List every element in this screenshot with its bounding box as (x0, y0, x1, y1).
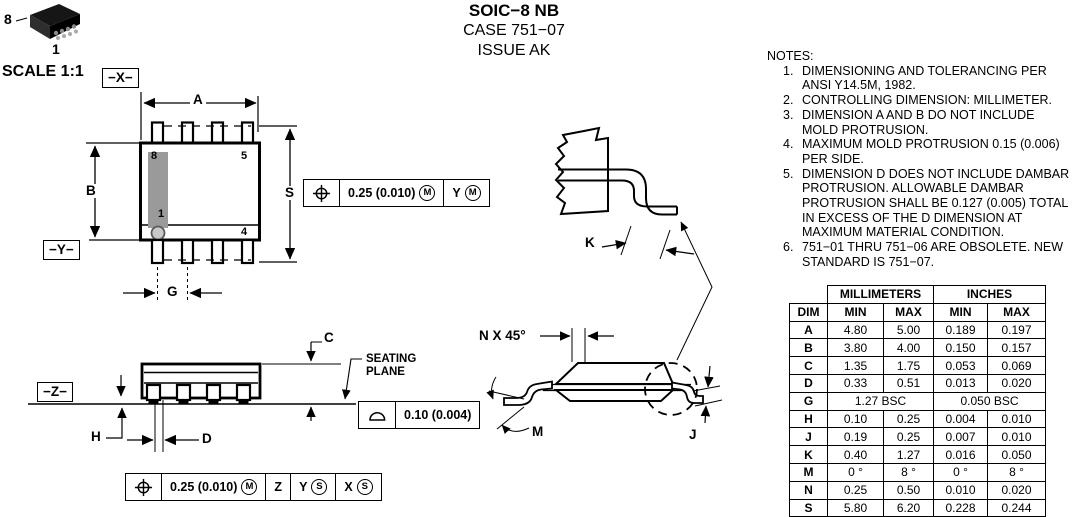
dim-j-label: J (689, 427, 697, 442)
value-cell: 0.189 (934, 321, 988, 339)
note-line: DIMENSIONING AND TOLERANCING PER (802, 63, 1047, 78)
value-cell: 0.069 (988, 357, 1046, 375)
dim-cell: G (790, 392, 828, 410)
table-row (790, 392, 1046, 410)
mmc-modifier-icon: M (465, 185, 481, 201)
table-column-header-row (790, 303, 1046, 321)
value-cell: 0.050 BSC (934, 392, 1046, 410)
min-col-header: MIN (828, 303, 884, 321)
min-col-header: MIN (934, 303, 988, 321)
value-cell: 0.007 (934, 428, 988, 446)
value-cell: 4.80 (828, 321, 884, 339)
note-number: 1. (783, 63, 794, 78)
table-corner-cell (790, 286, 828, 304)
value-cell: 8 ° (988, 463, 1046, 481)
dim-g-label: G (164, 285, 181, 299)
note-item (783, 240, 1080, 269)
note-number: 2. (783, 93, 794, 108)
datum-ref: Y (452, 186, 461, 200)
value-cell: 5.00 (884, 321, 934, 339)
seating-plane-line2: PLANE (366, 365, 405, 378)
seating-plane-line1: SEATING (366, 353, 417, 365)
dim-cell: S (790, 499, 828, 517)
pin-8-label: 8 (151, 150, 158, 162)
page-title: SOIC−8 NB (468, 1, 560, 20)
value-cell: 1.27 (884, 446, 934, 464)
note-line: STANDARD IS 751−07. (802, 254, 935, 269)
inches-header: INCHES (934, 286, 1046, 304)
table-row (790, 428, 1046, 446)
value-cell: 0.004 (934, 410, 988, 428)
scale-label: SCALE 1:1 (2, 63, 84, 80)
value-cell: 0.25 (884, 428, 934, 446)
value-cell: 0.228 (934, 499, 988, 517)
table-row (790, 481, 1046, 499)
tolerance-value: 0.25 (0.010) (348, 186, 416, 200)
note-line: PER SIDE. (802, 151, 864, 166)
note-item (783, 137, 1080, 166)
icon-pin8-label: 8 (4, 11, 12, 27)
value-cell: 0.020 (988, 374, 1046, 392)
seating-plane-label (366, 353, 416, 378)
notes-heading: NOTES: (767, 49, 814, 63)
mmc-modifier-icon: M (241, 479, 257, 495)
dim-cell: N (790, 481, 828, 499)
datum-ref: Y (299, 480, 308, 494)
datum-ref: Z (274, 480, 283, 494)
title-block (364, 1, 664, 61)
flatness-frame (358, 401, 480, 429)
notes-section (755, 49, 1080, 270)
value-cell: 5.80 (828, 499, 884, 517)
value-cell: 0.053 (934, 357, 988, 375)
table-row (790, 446, 1046, 464)
value-cell: 3.80 (828, 339, 884, 357)
note-line: DIMENSION D DOES NOT INCLUDE DAMBAR (802, 166, 1070, 181)
note-line: MAXIMUM MOLD PROTRUSION 0.15 (0.006) (802, 137, 1060, 152)
dim-col-header: DIM (790, 303, 828, 321)
value-cell: 8 ° (884, 463, 934, 481)
note-line: MAXIMUM MATERIAL CONDITION. (802, 225, 1005, 240)
note-line: ANSI Y14.5M, 1982. (802, 78, 916, 93)
value-cell: 0.197 (988, 321, 1046, 339)
note-line: DIMENSION A AND B DO NOT INCLUDE (802, 107, 1035, 122)
package-3d-icon (16, 4, 80, 40)
table-row (790, 339, 1046, 357)
table-row (790, 410, 1046, 428)
dim-n-chamfer-label: N X 45° (479, 328, 526, 343)
rfs-modifier-icon: S (311, 479, 327, 495)
pin-4-label: 4 (241, 226, 248, 238)
value-cell: 0.19 (828, 428, 884, 446)
value-cell: 0.010 (934, 481, 988, 499)
value-cell: 0.244 (988, 499, 1046, 517)
value-cell: 1.27 BSC (828, 392, 934, 410)
value-cell: 1.75 (884, 357, 934, 375)
table-row (790, 321, 1046, 339)
note-number: 4. (783, 137, 794, 152)
value-cell: 0.40 (828, 446, 884, 464)
value-cell: 0 ° (828, 463, 884, 481)
dim-cell: D (790, 374, 828, 392)
note-number: 6. (783, 240, 794, 255)
position-tolerance-icon (126, 474, 162, 500)
datum-x: −X− (102, 68, 139, 88)
dim-d-label: D (202, 431, 212, 446)
tolerance-value: 0.10 (0.004) (404, 408, 472, 422)
note-line: PROTRUSION SHALL BE 0.127 (0.005) TOTAL (802, 196, 1069, 211)
dim-cell: B (790, 339, 828, 357)
dim-b-label: B (83, 184, 99, 198)
detail-leader-line (677, 222, 712, 360)
dimension-table (789, 285, 1046, 517)
note-line: PROTRUSION. ALLOWABLE DAMBAR (802, 181, 1024, 196)
pin-1-label: 1 (158, 208, 165, 220)
note-item (783, 167, 1080, 241)
position-tolerance-icon (304, 180, 340, 206)
value-cell: 0.157 (988, 339, 1046, 357)
value-cell: 0.33 (828, 374, 884, 392)
dim-cell: J (790, 428, 828, 446)
dim-cell: M (790, 463, 828, 481)
note-item (783, 93, 1080, 108)
issue-label: ISSUE AK (477, 42, 551, 59)
note-line: 751−01 THRU 751−06 ARE OBSOLETE. NEW (802, 240, 1064, 255)
value-cell: 4.00 (884, 339, 934, 357)
value-cell: 0.050 (988, 446, 1046, 464)
dim-h-label: H (91, 429, 101, 444)
table-row (790, 357, 1046, 375)
end-view (489, 328, 722, 431)
value-cell: 0.016 (934, 446, 988, 464)
dim-cell: C (790, 357, 828, 375)
value-cell: 0.020 (988, 481, 1046, 499)
value-cell: 0.010 (988, 410, 1046, 428)
seating-plane-symbol-icon (359, 402, 396, 428)
value-cell: 0.010 (988, 428, 1046, 446)
table-row (790, 463, 1046, 481)
dim-m-label: M (532, 424, 544, 439)
value-cell: 0 ° (934, 463, 988, 481)
millimeters-header: MILLIMETERS (828, 286, 934, 304)
case-number: CASE 751−07 (463, 22, 565, 39)
value-cell: 1.35 (828, 357, 884, 375)
datum-z: −Z− (37, 382, 73, 402)
dim-cell: K (790, 446, 828, 464)
table-row (790, 374, 1046, 392)
pin-5-label: 5 (241, 150, 248, 162)
value-cell: 0.10 (828, 410, 884, 428)
value-cell: 6.20 (884, 499, 934, 517)
note-number: 3. (783, 107, 794, 122)
dim-a-label: A (190, 93, 206, 107)
top-view (86, 92, 297, 303)
note-line: MOLD PROTRUSION. (802, 122, 929, 137)
dim-cell: H (790, 410, 828, 428)
value-cell: 0.25 (884, 410, 934, 428)
max-col-header: MAX (988, 303, 1046, 321)
position-tolerance-frame-bottom (125, 473, 382, 501)
table-row (790, 499, 1046, 517)
note-line: CONTROLLING DIMENSION: MILLIMETER. (802, 93, 1053, 108)
max-col-header: MAX (884, 303, 934, 321)
table-group-header-row (790, 286, 1046, 304)
dim-s-label: S (282, 186, 297, 200)
value-cell: 0.50 (884, 481, 934, 499)
note-item (783, 64, 1080, 93)
value-cell: 0.25 (828, 481, 884, 499)
mmc-modifier-icon: M (419, 185, 435, 201)
tolerance-value: 0.25 (0.010) (170, 480, 238, 494)
note-line: IN EXCESS OF THE D DIMENSION AT (802, 210, 1023, 225)
value-cell: 0.51 (884, 374, 934, 392)
side-view (28, 342, 362, 452)
value-cell: 0.013 (934, 374, 988, 392)
rfs-modifier-icon: S (357, 479, 373, 495)
position-tolerance-frame-top (303, 179, 490, 207)
note-item (783, 108, 1080, 137)
value-cell: 0.150 (934, 339, 988, 357)
datum-y: −Y− (43, 240, 80, 260)
note-number: 5. (783, 166, 794, 181)
datum-ref: X (344, 480, 353, 494)
icon-pin1-label: 1 (52, 41, 60, 57)
dim-cell: A (790, 321, 828, 339)
dim-c-label: C (324, 330, 334, 345)
dim-k-label: K (582, 236, 598, 250)
lead-detail-view (556, 128, 712, 360)
